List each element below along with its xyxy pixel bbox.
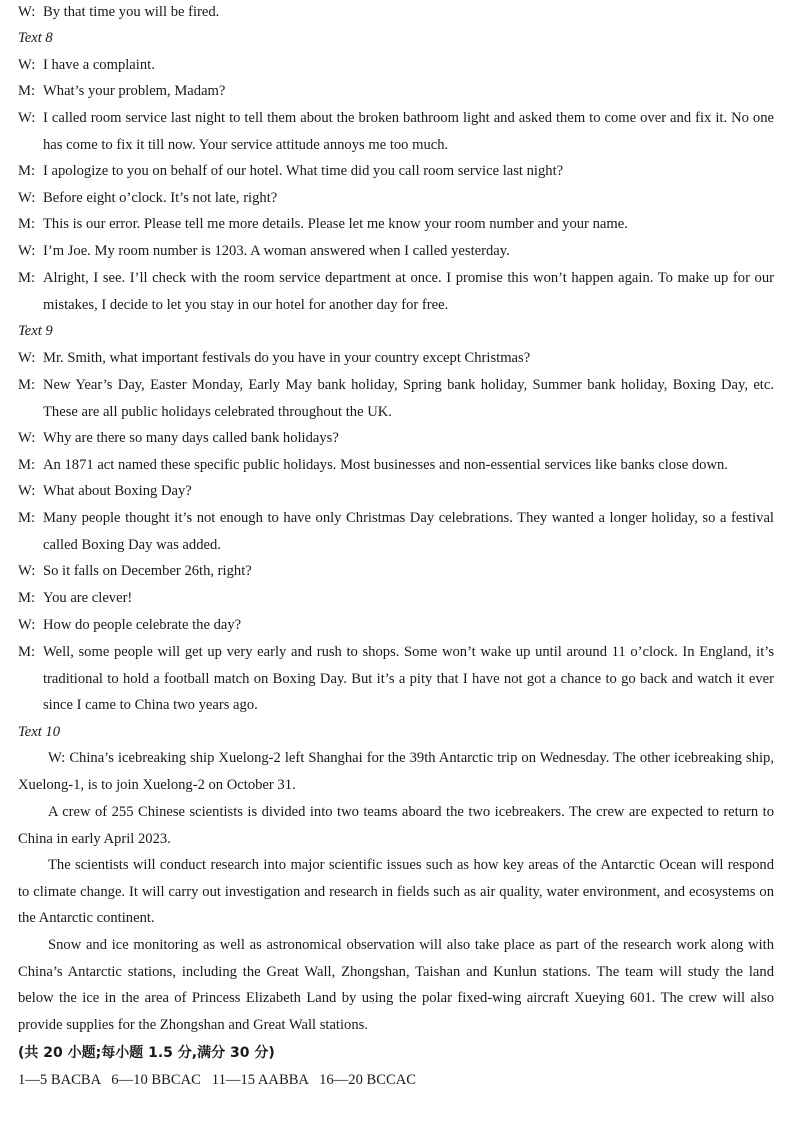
dialogue-line (18, 105, 774, 158)
scoring-note: (共 20 小题;每小题 1.5 分,满分 30 分) (18, 1045, 275, 1061)
utterance: Alright, I see. I’ll check with the room service department at once. I promise this won’t happen again. To make up for our mistakes, I decide to let you stay in our hotel for another day for free. (43, 270, 774, 313)
passage-paragraph: A crew of 255 Chinese scientists is divided into two teams aboard the two icebreakers. The crew are expected to return to China in early April 2023. (18, 804, 774, 847)
passage-paragraph: The scientists will conduct research into major scientific issues such as how key areas of the Antarctic Ocean will respond to climate change. It will carry out investigation and research in fields such as air quality, water environment, and ecosystems on the Antarctic continent. (18, 857, 774, 927)
speaker-label: W: (18, 617, 36, 633)
utterance: I’m Joe. My room number is 1203. A woman answered when I called yesterday. (43, 243, 510, 259)
dialogue-line (18, 52, 774, 79)
dialogue-line (18, 238, 774, 265)
utterance: By that time you will be fired. (43, 4, 220, 20)
section-heading-text-10: Text 10 (18, 724, 61, 740)
utterance: I apologize to you on behalf of our hotel. What time did you call room service last night? (43, 163, 564, 179)
speaker-label: W: (18, 110, 36, 126)
speaker-label: M: (18, 83, 36, 99)
passage-paragraph: W: China’s icebreaking ship Xuelong-2 left Shanghai for the 39th Antarctic trip on Wednesday. The other icebreaking ship, Xuelong-1, is to join Xuelong-2 on October 31. (18, 750, 774, 793)
utterance: I called room service last night to tell them about the broken bathroom light and asked them to come over and fix it. No one has come to fix it till now. Your service attitude annoys me too much. (43, 110, 774, 153)
utterance: Mr. Smith, what important festivals do you have in your country except Christmas? (43, 350, 531, 366)
dialogue-line (18, 372, 774, 425)
utterance: This is our error. Please tell me more details. Please let me know your room number and your name. (43, 216, 628, 232)
speaker-label: M: (18, 377, 36, 393)
speaker-label: W: (18, 430, 36, 446)
dialogue-line (18, 185, 774, 212)
utterance: What about Boxing Day? (43, 483, 192, 499)
dialogue-line (18, 345, 774, 372)
speaker-label: W: (18, 350, 36, 366)
speaker-label: W: (18, 190, 36, 206)
speaker-label: M: (18, 510, 36, 526)
dialogue-line (18, 0, 774, 26)
speaker-label: M: (18, 644, 36, 660)
speaker-label: W: (18, 243, 36, 259)
speaker-label: M: (18, 270, 36, 286)
speaker-label: W: (18, 563, 36, 579)
passage-paragraph: Snow and ice monitoring as well as astronomical observation will also take place as part of the research work along with China’s Antarctic stations, including the Great Wall, Zhongshan, Taishan and Kunlun stations. The team will study the land below the ice in the area of Princess Elizabeth Land by using the polar fixed-wing aircraft Xueying 601. The crew will also provide supplies for the Zhongshan and Great Wall stations. (18, 937, 774, 1033)
dialogue-line (18, 478, 774, 505)
dialogue-line (18, 585, 774, 612)
utterance: Before eight o’clock. It’s not late, right? (43, 190, 278, 206)
dialogue-line (18, 558, 774, 585)
utterance: So it falls on December 26th, right? (43, 563, 252, 579)
section-heading-text-8: Text 8 (18, 30, 53, 46)
dialogue-line (18, 639, 774, 719)
dialogue-line (18, 612, 774, 639)
speaker-label: M: (18, 163, 36, 179)
speaker-label: M: (18, 457, 36, 473)
dialogue-line (18, 211, 774, 238)
utterance: Why are there so many days called bank holidays? (43, 430, 339, 446)
dialogue-line (18, 265, 774, 318)
section-heading-text-9: Text 9 (18, 323, 53, 339)
utterance: You are clever! (43, 590, 133, 606)
dialogue-line (18, 452, 774, 479)
utterance: Well, some people will get up very early and rush to shops. Some won’t wake up until around 11 o’clock. In England, it’s traditional to hold a football match on Boxing Day. But it’s a pity that I have not got a chance to go back and watch it ever since I came to China two years ago. (43, 644, 774, 714)
dialogue-line (18, 505, 774, 558)
utterance: I have a complaint. (43, 57, 155, 73)
speaker-label: W: (18, 57, 36, 73)
speaker-label: W: (18, 4, 36, 20)
answer-key: 1—5 BACBA 6—10 BBCAC 11—15 AABBA 16—20 BCCAC (18, 1072, 417, 1088)
utterance: How do people celebrate the day? (43, 617, 242, 633)
dialogue-line (18, 425, 774, 452)
utterance: What’s your problem, Madam? (43, 83, 226, 99)
dialogue-line (18, 78, 774, 105)
utterance: New Year’s Day, Easter Monday, Early May bank holiday, Spring bank holiday, Summer bank holiday, Boxing Day, etc. These are all public holidays celebrated throughout the UK. (43, 377, 774, 420)
speaker-label: M: (18, 216, 36, 232)
speaker-label: W: (18, 483, 36, 499)
utterance: Many people thought it’s not enough to have only Christmas Day celebrations. They wanted a longer holiday, so a festival called Boxing Day was added. (43, 510, 774, 553)
speaker-label: M: (18, 590, 36, 606)
utterance: An 1871 act named these specific public holidays. Most businesses and non-essential services like banks close down. (43, 457, 728, 473)
dialogue-line (18, 158, 774, 185)
